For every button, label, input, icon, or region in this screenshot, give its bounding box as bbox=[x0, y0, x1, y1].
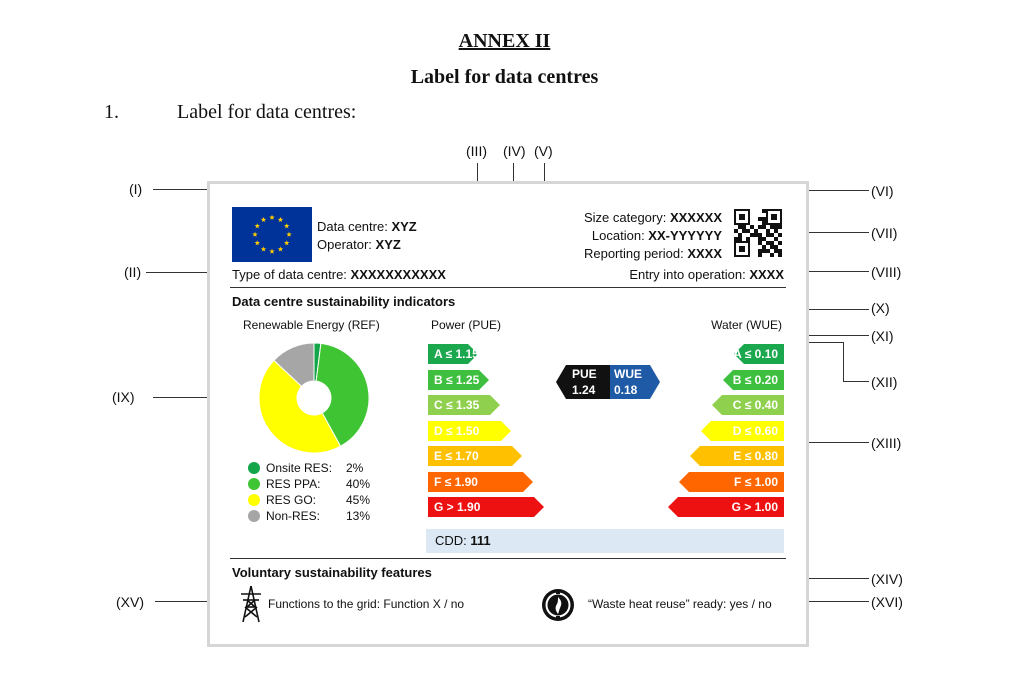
efficiency-class-bar bbox=[428, 497, 544, 517]
qr-code-icon[interactable] bbox=[734, 209, 782, 257]
document-title: Label for data centres bbox=[410, 66, 599, 88]
wue-badge-label: WUE bbox=[614, 367, 642, 381]
efficiency-class-label: G > 1.00 bbox=[731, 500, 778, 514]
efficiency-class-label: F ≤ 1.00 bbox=[734, 474, 778, 489]
pue-badge-label: PUE bbox=[572, 367, 597, 381]
efficiency-class-label: A ≤ 1.15 bbox=[434, 347, 479, 361]
cdd-value: 111 bbox=[470, 533, 491, 548]
entry-into-operation-line bbox=[629, 267, 784, 282]
legend-label: RES PPA: bbox=[266, 477, 321, 491]
efficiency-class-label: D ≤ 0.60 bbox=[732, 423, 778, 438]
legend-value: 40% bbox=[346, 477, 371, 491]
callout-iii: (III) bbox=[466, 143, 487, 159]
efficiency-class-bar bbox=[723, 370, 784, 390]
efficiency-class-label: B ≤ 0.20 bbox=[732, 372, 778, 387]
eu-star bbox=[252, 232, 257, 237]
energy-label-card bbox=[207, 181, 809, 647]
ref-title: Renewable Energy (REF) bbox=[243, 318, 380, 332]
efficiency-class-bar bbox=[428, 395, 500, 415]
data-centre-line bbox=[317, 219, 417, 234]
callout-xiv: (XIV) bbox=[871, 571, 903, 587]
efficiency-class-bar bbox=[701, 421, 784, 441]
divider bbox=[230, 558, 786, 559]
callout-x: (X) bbox=[871, 300, 890, 316]
callout-ii: (II) bbox=[124, 264, 142, 280]
eu-star bbox=[284, 223, 289, 228]
location-value: XX-YYYYYY bbox=[648, 228, 722, 243]
size-category-line bbox=[584, 210, 722, 225]
callout-v: (V) bbox=[534, 143, 553, 159]
data-centre-key: Data centre: bbox=[317, 219, 392, 234]
type-key: Type of data centre: bbox=[232, 267, 351, 282]
callout-xi: (XI) bbox=[871, 328, 894, 344]
efficiency-class-bar bbox=[428, 446, 522, 466]
callout-vi: (VI) bbox=[871, 183, 894, 199]
efficiency-class-label: C ≤ 1.35 bbox=[434, 398, 480, 412]
eu-stars-icon bbox=[232, 207, 312, 262]
efficiency-class-bar bbox=[690, 446, 784, 466]
type-of-data-centre-line bbox=[232, 267, 446, 282]
legend-value: 2% bbox=[346, 461, 364, 475]
efficiency-class-label: F ≤ 1.90 bbox=[434, 474, 478, 489]
efficiency-class-label: D ≤ 1.50 bbox=[434, 423, 480, 438]
cdd-key: CDD: bbox=[435, 533, 471, 548]
efficiency-class-label: E ≤ 1.70 bbox=[434, 449, 479, 463]
divider bbox=[230, 287, 786, 288]
reporting-period-value: XXXX bbox=[687, 246, 722, 261]
type-value: XXXXXXXXXXX bbox=[350, 267, 446, 282]
eu-star bbox=[255, 240, 260, 245]
location-key: Location: bbox=[591, 228, 649, 243]
reporting-period-key: Reporting period: bbox=[583, 246, 688, 261]
legend-label: Non-RES: bbox=[266, 509, 321, 523]
legend-label: Onsite RES: bbox=[266, 461, 333, 475]
grid-function-text: Functions to the grid: Function X / no bbox=[268, 597, 465, 611]
callout-xii: (XII) bbox=[871, 374, 898, 390]
pue-badge-value: 1.24 bbox=[572, 383, 596, 397]
callout-xv: (XV) bbox=[116, 594, 144, 610]
eu-star bbox=[278, 217, 283, 222]
operator-line bbox=[317, 237, 401, 252]
eu-star bbox=[261, 246, 266, 251]
efficiency-class-label: A ≤ 0.10 bbox=[733, 347, 778, 361]
leader-line bbox=[843, 342, 844, 381]
callout-vii: (VII) bbox=[871, 225, 898, 241]
callout-iv: (IV) bbox=[503, 143, 526, 159]
entry-key: Entry into operation: bbox=[629, 267, 750, 282]
eu-star bbox=[261, 217, 266, 222]
efficiency-class-bar bbox=[428, 370, 489, 390]
eu-star bbox=[269, 249, 274, 254]
efficiency-class-label: E ≤ 0.80 bbox=[733, 449, 778, 463]
voluntary-heading: Voluntary sustainability features bbox=[232, 565, 432, 580]
efficiency-class-label: C ≤ 0.40 bbox=[732, 398, 778, 412]
operator-value: XYZ bbox=[375, 237, 401, 252]
callout-viii: (VIII) bbox=[871, 264, 902, 280]
cdd-line bbox=[435, 533, 491, 548]
power-pylon-icon bbox=[240, 585, 262, 623]
eu-star bbox=[269, 215, 274, 220]
legend-value: 13% bbox=[346, 509, 371, 523]
location-line bbox=[592, 228, 722, 243]
eu-star bbox=[278, 246, 283, 251]
reporting-period-line bbox=[584, 246, 722, 261]
callout-i: (I) bbox=[129, 181, 143, 197]
callout-xiii: (XIII) bbox=[871, 435, 902, 451]
efficiency-class-bar bbox=[428, 344, 478, 364]
efficiency-class-label: G > 1.90 bbox=[434, 500, 481, 514]
wue-badge-value: 0.18 bbox=[614, 383, 638, 397]
eu-star bbox=[286, 232, 291, 237]
legend-swatch bbox=[248, 510, 260, 522]
legend-label: RES GO: bbox=[266, 493, 317, 507]
annex-heading: ANNEX II bbox=[458, 30, 551, 52]
leader-line bbox=[843, 381, 869, 382]
waste-heat-reuse-icon bbox=[541, 588, 575, 622]
callout-ix: (IX) bbox=[112, 389, 135, 405]
legend-value: 45% bbox=[346, 493, 371, 507]
eu-flag bbox=[232, 207, 312, 262]
wue-title: Water (WUE) bbox=[711, 318, 782, 332]
eu-star bbox=[255, 223, 260, 228]
data-centre-value: XYZ bbox=[391, 219, 417, 234]
callout-xvi: (XVI) bbox=[871, 594, 903, 610]
size-category-value: XXXXXX bbox=[669, 210, 722, 225]
pue-title: Power (PUE) bbox=[431, 318, 502, 332]
section-title: Label for data centres: bbox=[177, 101, 357, 123]
eu-star bbox=[284, 240, 289, 245]
renewable-energy-donut-chart bbox=[258, 342, 370, 454]
legend-swatch bbox=[248, 494, 260, 506]
operator-key: Operator: bbox=[317, 237, 376, 252]
efficiency-class-bar bbox=[428, 472, 533, 492]
efficiency-class-bar bbox=[712, 395, 784, 415]
entry-value: XXXX bbox=[749, 267, 784, 282]
legend-swatch bbox=[248, 478, 260, 490]
waste-heat-text: “Waste heat reuse” ready: yes / no bbox=[588, 597, 772, 611]
efficiency-class-bar bbox=[428, 421, 511, 441]
efficiency-class-label: B ≤ 1.25 bbox=[434, 372, 480, 387]
efficiency-class-bar bbox=[668, 497, 784, 517]
indicators-heading: Data centre sustainability indicators bbox=[232, 294, 456, 309]
efficiency-class-bar bbox=[734, 344, 784, 364]
section-number: 1. bbox=[104, 101, 119, 123]
efficiency-class-bar bbox=[679, 472, 784, 492]
legend-swatch bbox=[248, 462, 260, 474]
size-category-key: Size category: bbox=[583, 210, 670, 225]
